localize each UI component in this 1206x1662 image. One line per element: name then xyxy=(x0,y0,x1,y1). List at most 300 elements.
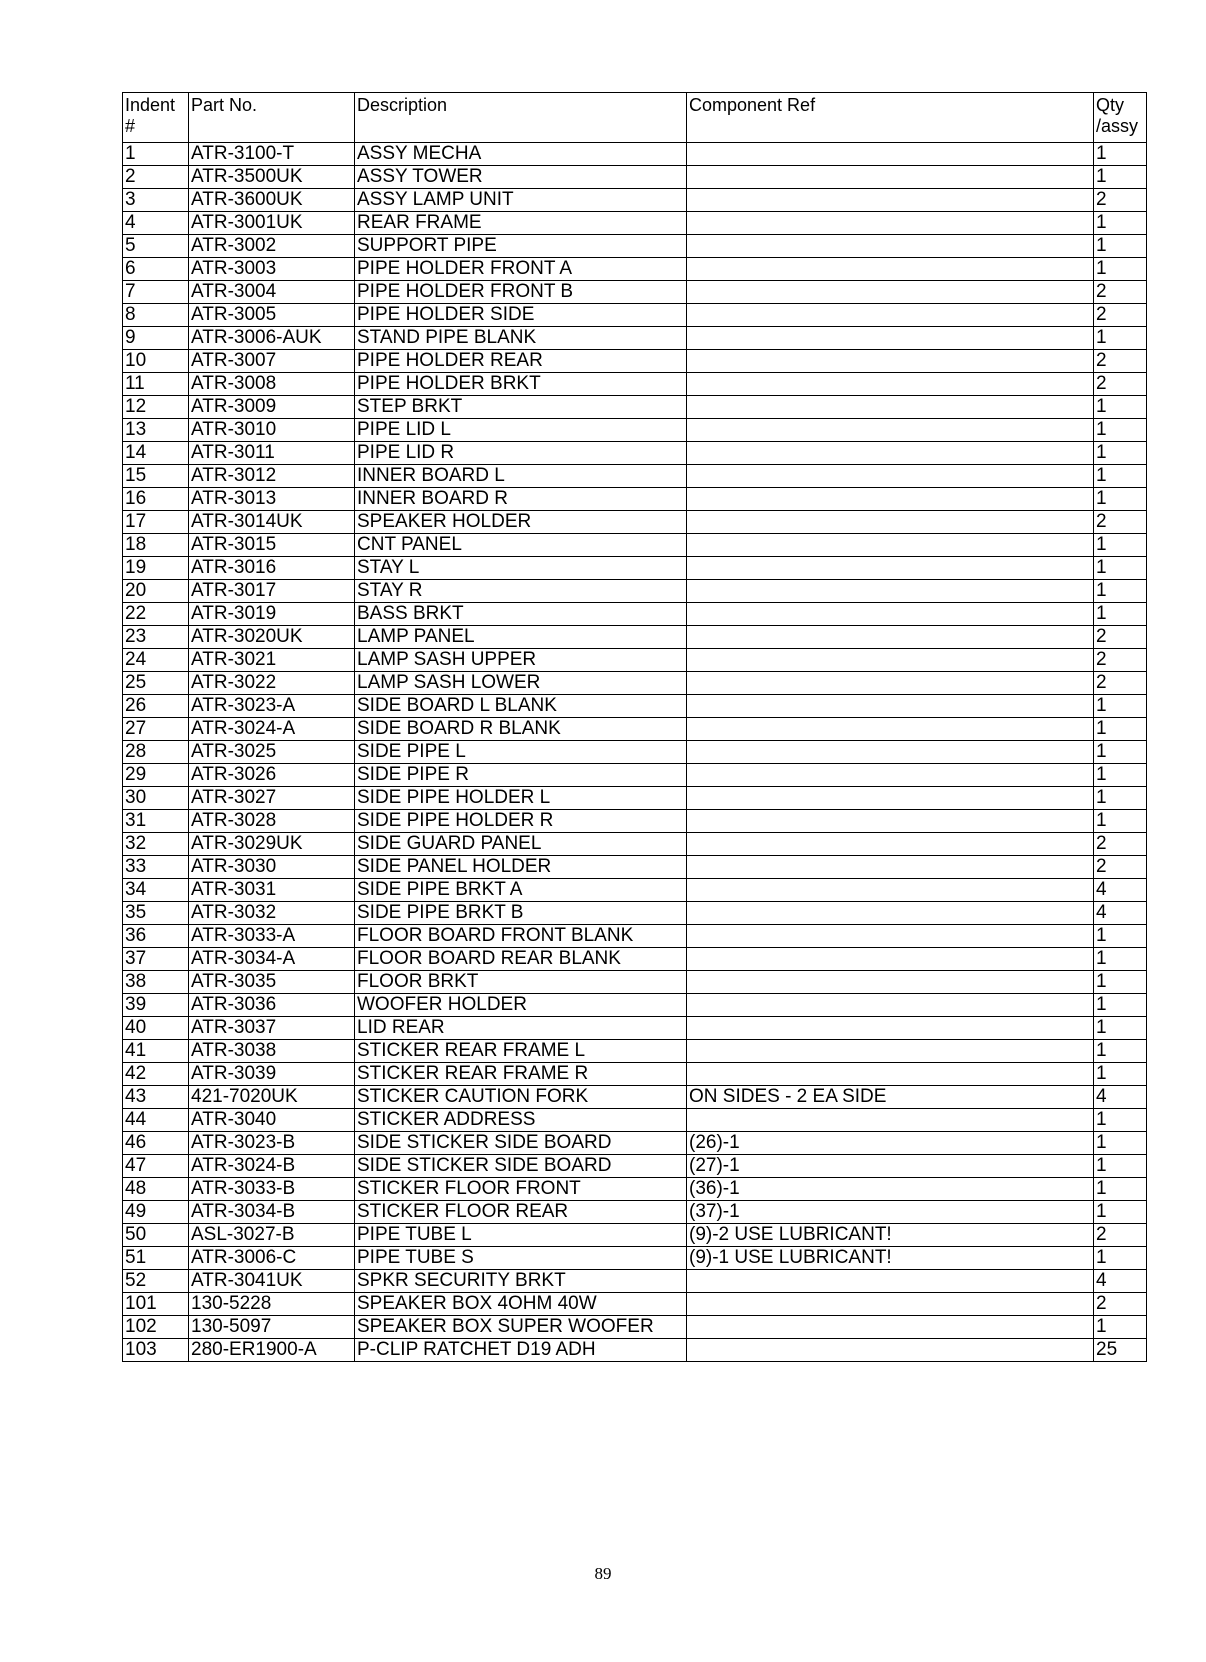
table-row xyxy=(123,856,1147,879)
cell-qty: 1 xyxy=(1094,1247,1147,1270)
table-row xyxy=(123,994,1147,1017)
cell-qty: 1 xyxy=(1094,235,1147,258)
cell-indent: 35 xyxy=(123,902,189,925)
cell-qty: 1 xyxy=(1094,557,1147,580)
cell-part-no: ATR-3010 xyxy=(189,419,355,442)
cell-qty: 2 xyxy=(1094,304,1147,327)
cell-description: SIDE STICKER SIDE BOARD xyxy=(355,1155,687,1178)
table-row xyxy=(123,350,1147,373)
cell-description: STICKER FLOOR REAR xyxy=(355,1201,687,1224)
cell-indent: 10 xyxy=(123,350,189,373)
table-row xyxy=(123,925,1147,948)
cell-qty: 2 xyxy=(1094,1293,1147,1316)
cell-description: BASS BRKT xyxy=(355,603,687,626)
cell-indent: 33 xyxy=(123,856,189,879)
cell-component-ref xyxy=(687,902,1094,925)
cell-description: FLOOR BOARD FRONT BLANK xyxy=(355,925,687,948)
cell-indent: 4 xyxy=(123,212,189,235)
cell-part-no: ATR-3027 xyxy=(189,787,355,810)
cell-part-no: ATR-3023-B xyxy=(189,1132,355,1155)
cell-part-no: ATR-3600UK xyxy=(189,189,355,212)
table-row xyxy=(123,741,1147,764)
cell-qty: 1 xyxy=(1094,534,1147,557)
cell-description: INNER BOARD R xyxy=(355,488,687,511)
cell-description: PIPE LID L xyxy=(355,419,687,442)
cell-qty: 1 xyxy=(1094,442,1147,465)
cell-component-ref xyxy=(687,879,1094,902)
cell-component-ref xyxy=(687,327,1094,350)
cell-description: CNT PANEL xyxy=(355,534,687,557)
cell-component-ref xyxy=(687,166,1094,189)
cell-part-no: ATR-3026 xyxy=(189,764,355,787)
cell-description: WOOFER HOLDER xyxy=(355,994,687,1017)
cell-description: STAND PIPE BLANK xyxy=(355,327,687,350)
cell-indent: 47 xyxy=(123,1155,189,1178)
cell-description: LAMP PANEL xyxy=(355,626,687,649)
cell-part-no: ATR-3022 xyxy=(189,672,355,695)
cell-part-no: ATR-3036 xyxy=(189,994,355,1017)
cell-component-ref xyxy=(687,1063,1094,1086)
table-row xyxy=(123,695,1147,718)
cell-component-ref xyxy=(687,1017,1094,1040)
cell-qty: 2 xyxy=(1094,189,1147,212)
cell-qty: 1 xyxy=(1094,994,1147,1017)
cell-description: SPEAKER HOLDER xyxy=(355,511,687,534)
cell-part-no: ATR-3041UK xyxy=(189,1270,355,1293)
table-row xyxy=(123,465,1147,488)
table-row xyxy=(123,1109,1147,1132)
cell-component-ref xyxy=(687,281,1094,304)
table-row xyxy=(123,948,1147,971)
cell-indent: 29 xyxy=(123,764,189,787)
cell-component-ref xyxy=(687,396,1094,419)
cell-description: STAY L xyxy=(355,557,687,580)
table-row xyxy=(123,971,1147,994)
cell-part-no: ASL-3027-B xyxy=(189,1224,355,1247)
cell-part-no: ATR-3025 xyxy=(189,741,355,764)
cell-indent: 43 xyxy=(123,1086,189,1109)
cell-qty: 1 xyxy=(1094,603,1147,626)
cell-indent: 7 xyxy=(123,281,189,304)
cell-qty: 2 xyxy=(1094,626,1147,649)
cell-part-no: ATR-3002 xyxy=(189,235,355,258)
cell-part-no: ATR-3039 xyxy=(189,1063,355,1086)
header-qty: Qty /assy xyxy=(1094,93,1147,143)
cell-indent: 15 xyxy=(123,465,189,488)
cell-part-no: ATR-3009 xyxy=(189,396,355,419)
cell-component-ref xyxy=(687,810,1094,833)
cell-qty: 1 xyxy=(1094,419,1147,442)
cell-description: ASSY TOWER xyxy=(355,166,687,189)
cell-indent: 8 xyxy=(123,304,189,327)
cell-description: ASSY MECHA xyxy=(355,143,687,166)
cell-indent: 28 xyxy=(123,741,189,764)
cell-qty: 1 xyxy=(1094,166,1147,189)
cell-component-ref xyxy=(687,189,1094,212)
cell-description: PIPE LID R xyxy=(355,442,687,465)
cell-qty: 2 xyxy=(1094,511,1147,534)
cell-qty: 2 xyxy=(1094,856,1147,879)
cell-qty: 1 xyxy=(1094,1155,1147,1178)
cell-qty: 1 xyxy=(1094,580,1147,603)
cell-qty: 1 xyxy=(1094,695,1147,718)
cell-component-ref xyxy=(687,856,1094,879)
cell-component-ref xyxy=(687,488,1094,511)
cell-part-no: ATR-3500UK xyxy=(189,166,355,189)
cell-part-no: ATR-3040 xyxy=(189,1109,355,1132)
cell-part-no: ATR-3021 xyxy=(189,649,355,672)
cell-qty: 1 xyxy=(1094,810,1147,833)
cell-indent: 17 xyxy=(123,511,189,534)
cell-indent: 22 xyxy=(123,603,189,626)
cell-indent: 40 xyxy=(123,1017,189,1040)
cell-qty: 1 xyxy=(1094,787,1147,810)
header-indent: Indent # xyxy=(123,93,189,143)
cell-part-no: ATR-3006-AUK xyxy=(189,327,355,350)
cell-component-ref xyxy=(687,373,1094,396)
cell-part-no: ATR-3033-B xyxy=(189,1178,355,1201)
table-row xyxy=(123,281,1147,304)
cell-description: FLOOR BOARD REAR BLANK xyxy=(355,948,687,971)
cell-qty: 1 xyxy=(1094,718,1147,741)
cell-indent: 5 xyxy=(123,235,189,258)
cell-qty: 1 xyxy=(1094,1109,1147,1132)
cell-indent: 14 xyxy=(123,442,189,465)
cell-qty: 1 xyxy=(1094,971,1147,994)
cell-indent: 51 xyxy=(123,1247,189,1270)
table-row xyxy=(123,557,1147,580)
table-row xyxy=(123,1178,1147,1201)
table-row xyxy=(123,603,1147,626)
cell-component-ref xyxy=(687,1270,1094,1293)
page-number: 89 xyxy=(594,1564,612,1583)
table-row xyxy=(123,1293,1147,1316)
cell-part-no: ATR-3024-A xyxy=(189,718,355,741)
cell-description: SIDE PIPE HOLDER R xyxy=(355,810,687,833)
table-row xyxy=(123,649,1147,672)
table-row xyxy=(123,396,1147,419)
table-row xyxy=(123,1040,1147,1063)
cell-part-no: ATR-3029UK xyxy=(189,833,355,856)
table-row xyxy=(123,718,1147,741)
cell-qty: 1 xyxy=(1094,258,1147,281)
cell-part-no: ATR-3015 xyxy=(189,534,355,557)
cell-component-ref xyxy=(687,534,1094,557)
cell-part-no: ATR-3007 xyxy=(189,350,355,373)
cell-description: STICKER FLOOR FRONT xyxy=(355,1178,687,1201)
cell-description: ASSY LAMP UNIT xyxy=(355,189,687,212)
cell-part-no: ATR-3034-B xyxy=(189,1201,355,1224)
cell-description: SIDE BOARD L BLANK xyxy=(355,695,687,718)
cell-indent: 26 xyxy=(123,695,189,718)
table-row xyxy=(123,879,1147,902)
cell-part-no: ATR-3032 xyxy=(189,902,355,925)
cell-component-ref xyxy=(687,1316,1094,1339)
table-row xyxy=(123,1270,1147,1293)
cell-component-ref xyxy=(687,741,1094,764)
cell-component-ref xyxy=(687,925,1094,948)
cell-indent: 44 xyxy=(123,1109,189,1132)
table-row xyxy=(123,258,1147,281)
cell-component-ref xyxy=(687,557,1094,580)
cell-part-no: ATR-3016 xyxy=(189,557,355,580)
cell-part-no: 421-7020UK xyxy=(189,1086,355,1109)
cell-component-ref: ON SIDES - 2 EA SIDE xyxy=(687,1086,1094,1109)
cell-description: FLOOR BRKT xyxy=(355,971,687,994)
cell-component-ref xyxy=(687,419,1094,442)
cell-qty: 2 xyxy=(1094,833,1147,856)
cell-component-ref xyxy=(687,1109,1094,1132)
header-description: Description xyxy=(355,93,687,143)
cell-description: PIPE HOLDER BRKT xyxy=(355,373,687,396)
cell-description: SUPPORT PIPE xyxy=(355,235,687,258)
cell-component-ref xyxy=(687,442,1094,465)
cell-part-no: 130-5228 xyxy=(189,1293,355,1316)
cell-indent: 12 xyxy=(123,396,189,419)
cell-description: PIPE HOLDER SIDE xyxy=(355,304,687,327)
cell-part-no: ATR-3003 xyxy=(189,258,355,281)
cell-qty: 2 xyxy=(1094,350,1147,373)
cell-description: STAY R xyxy=(355,580,687,603)
cell-part-no: ATR-3014UK xyxy=(189,511,355,534)
cell-component-ref xyxy=(687,465,1094,488)
cell-component-ref xyxy=(687,580,1094,603)
cell-qty: 4 xyxy=(1094,1086,1147,1109)
cell-description: P-CLIP RATCHET D19 ADH xyxy=(355,1339,687,1362)
table-row xyxy=(123,787,1147,810)
table-row xyxy=(123,1339,1147,1362)
cell-indent: 42 xyxy=(123,1063,189,1086)
cell-indent: 39 xyxy=(123,994,189,1017)
table-row xyxy=(123,166,1147,189)
table-row xyxy=(123,534,1147,557)
cell-part-no: 280-ER1900-A xyxy=(189,1339,355,1362)
cell-part-no: ATR-3019 xyxy=(189,603,355,626)
cell-component-ref xyxy=(687,833,1094,856)
parts-list-table xyxy=(122,92,1147,1362)
cell-part-no: ATR-3033-A xyxy=(189,925,355,948)
cell-indent: 25 xyxy=(123,672,189,695)
cell-indent: 102 xyxy=(123,1316,189,1339)
table-row xyxy=(123,235,1147,258)
cell-description: SIDE STICKER SIDE BOARD xyxy=(355,1132,687,1155)
cell-component-ref xyxy=(687,258,1094,281)
cell-component-ref xyxy=(687,994,1094,1017)
cell-part-no: ATR-3038 xyxy=(189,1040,355,1063)
cell-qty: 1 xyxy=(1094,1040,1147,1063)
cell-qty: 25 xyxy=(1094,1339,1147,1362)
cell-component-ref xyxy=(687,1339,1094,1362)
cell-component-ref xyxy=(687,1293,1094,1316)
cell-qty: 1 xyxy=(1094,327,1147,350)
cell-qty: 1 xyxy=(1094,1017,1147,1040)
cell-component-ref xyxy=(687,1040,1094,1063)
cell-component-ref: (36)-1 xyxy=(687,1178,1094,1201)
header-component-ref: Component Ref xyxy=(687,93,1094,143)
cell-description: SIDE PIPE BRKT A xyxy=(355,879,687,902)
cell-qty: 2 xyxy=(1094,1224,1147,1247)
cell-indent: 18 xyxy=(123,534,189,557)
cell-qty: 1 xyxy=(1094,764,1147,787)
cell-description: STICKER REAR FRAME L xyxy=(355,1040,687,1063)
table-row xyxy=(123,419,1147,442)
cell-part-no: ATR-3023-A xyxy=(189,695,355,718)
table-row xyxy=(123,1201,1147,1224)
cell-qty: 1 xyxy=(1094,948,1147,971)
table-row xyxy=(123,1017,1147,1040)
cell-qty: 1 xyxy=(1094,741,1147,764)
table-row xyxy=(123,1063,1147,1086)
cell-qty: 1 xyxy=(1094,1316,1147,1339)
cell-indent: 16 xyxy=(123,488,189,511)
cell-indent: 52 xyxy=(123,1270,189,1293)
cell-part-no: ATR-3011 xyxy=(189,442,355,465)
cell-component-ref xyxy=(687,511,1094,534)
cell-indent: 50 xyxy=(123,1224,189,1247)
table-body xyxy=(123,143,1147,1362)
cell-indent: 23 xyxy=(123,626,189,649)
cell-component-ref xyxy=(687,764,1094,787)
table-row xyxy=(123,1316,1147,1339)
cell-component-ref: (27)-1 xyxy=(687,1155,1094,1178)
cell-qty: 1 xyxy=(1094,1132,1147,1155)
cell-qty: 1 xyxy=(1094,396,1147,419)
table-row xyxy=(123,1086,1147,1109)
table-row xyxy=(123,626,1147,649)
table-row xyxy=(123,764,1147,787)
cell-qty: 2 xyxy=(1094,373,1147,396)
cell-description: SIDE PIPE L xyxy=(355,741,687,764)
cell-component-ref xyxy=(687,672,1094,695)
cell-qty: 2 xyxy=(1094,281,1147,304)
cell-description: SIDE PIPE BRKT B xyxy=(355,902,687,925)
cell-part-no: ATR-3035 xyxy=(189,971,355,994)
table-row xyxy=(123,212,1147,235)
cell-component-ref: (9)-1 USE LUBRICANT! xyxy=(687,1247,1094,1270)
table-row xyxy=(123,189,1147,212)
cell-description: LID REAR xyxy=(355,1017,687,1040)
cell-part-no: ATR-3028 xyxy=(189,810,355,833)
cell-indent: 38 xyxy=(123,971,189,994)
cell-part-no: ATR-3013 xyxy=(189,488,355,511)
cell-indent: 24 xyxy=(123,649,189,672)
cell-part-no: ATR-3030 xyxy=(189,856,355,879)
table-row xyxy=(123,488,1147,511)
cell-part-no: ATR-3031 xyxy=(189,879,355,902)
cell-qty: 1 xyxy=(1094,212,1147,235)
cell-description: STICKER REAR FRAME R xyxy=(355,1063,687,1086)
cell-component-ref xyxy=(687,235,1094,258)
cell-part-no: ATR-3006-C xyxy=(189,1247,355,1270)
cell-qty: 4 xyxy=(1094,879,1147,902)
cell-part-no: ATR-3012 xyxy=(189,465,355,488)
cell-component-ref xyxy=(687,350,1094,373)
table-row xyxy=(123,327,1147,350)
cell-component-ref: (37)-1 xyxy=(687,1201,1094,1224)
table-row xyxy=(123,672,1147,695)
table-row xyxy=(123,1155,1147,1178)
cell-component-ref: (26)-1 xyxy=(687,1132,1094,1155)
cell-description: SIDE BOARD R BLANK xyxy=(355,718,687,741)
cell-part-no: ATR-3005 xyxy=(189,304,355,327)
cell-description: SPEAKER BOX SUPER WOOFER xyxy=(355,1316,687,1339)
cell-indent: 49 xyxy=(123,1201,189,1224)
table-row xyxy=(123,1132,1147,1155)
cell-part-no: ATR-3020UK xyxy=(189,626,355,649)
cell-indent: 6 xyxy=(123,258,189,281)
cell-indent: 11 xyxy=(123,373,189,396)
cell-indent: 20 xyxy=(123,580,189,603)
cell-description: LAMP SASH UPPER xyxy=(355,649,687,672)
cell-component-ref xyxy=(687,948,1094,971)
cell-part-no: ATR-3001UK xyxy=(189,212,355,235)
cell-indent: 1 xyxy=(123,143,189,166)
cell-qty: 1 xyxy=(1094,465,1147,488)
cell-component-ref xyxy=(687,304,1094,327)
cell-indent: 9 xyxy=(123,327,189,350)
table-row xyxy=(123,902,1147,925)
cell-component-ref xyxy=(687,695,1094,718)
cell-component-ref xyxy=(687,603,1094,626)
cell-qty: 1 xyxy=(1094,488,1147,511)
cell-indent: 2 xyxy=(123,166,189,189)
table-row xyxy=(123,442,1147,465)
cell-description: SIDE PIPE HOLDER L xyxy=(355,787,687,810)
cell-indent: 27 xyxy=(123,718,189,741)
cell-indent: 36 xyxy=(123,925,189,948)
cell-description: SPEAKER BOX 4OHM 40W xyxy=(355,1293,687,1316)
table-row xyxy=(123,373,1147,396)
cell-qty: 2 xyxy=(1094,649,1147,672)
table-row xyxy=(123,1224,1147,1247)
cell-description: SIDE PANEL HOLDER xyxy=(355,856,687,879)
cell-indent: 101 xyxy=(123,1293,189,1316)
cell-qty: 2 xyxy=(1094,672,1147,695)
table-row xyxy=(123,304,1147,327)
cell-description: SPKR SECURITY BRKT xyxy=(355,1270,687,1293)
cell-description: PIPE TUBE L xyxy=(355,1224,687,1247)
cell-indent: 19 xyxy=(123,557,189,580)
table-row xyxy=(123,810,1147,833)
cell-description: SIDE GUARD PANEL xyxy=(355,833,687,856)
cell-component-ref xyxy=(687,971,1094,994)
cell-component-ref xyxy=(687,212,1094,235)
cell-part-no: 130-5097 xyxy=(189,1316,355,1339)
cell-qty: 1 xyxy=(1094,1201,1147,1224)
table-row xyxy=(123,511,1147,534)
cell-indent: 13 xyxy=(123,419,189,442)
cell-qty: 1 xyxy=(1094,143,1147,166)
cell-part-no: ATR-3008 xyxy=(189,373,355,396)
cell-component-ref xyxy=(687,626,1094,649)
cell-part-no: ATR-3004 xyxy=(189,281,355,304)
cell-description: LAMP SASH LOWER xyxy=(355,672,687,695)
cell-indent: 37 xyxy=(123,948,189,971)
cell-description: PIPE HOLDER FRONT A xyxy=(355,258,687,281)
cell-description: PIPE HOLDER REAR xyxy=(355,350,687,373)
cell-description: STICKER CAUTION FORK xyxy=(355,1086,687,1109)
cell-component-ref xyxy=(687,787,1094,810)
table-row xyxy=(123,833,1147,856)
cell-indent: 46 xyxy=(123,1132,189,1155)
cell-indent: 32 xyxy=(123,833,189,856)
cell-description: STICKER ADDRESS xyxy=(355,1109,687,1132)
cell-indent: 30 xyxy=(123,787,189,810)
cell-part-no: ATR-3100-T xyxy=(189,143,355,166)
table-header-row xyxy=(123,93,1147,143)
cell-qty: 1 xyxy=(1094,1063,1147,1086)
table-row xyxy=(123,1247,1147,1270)
